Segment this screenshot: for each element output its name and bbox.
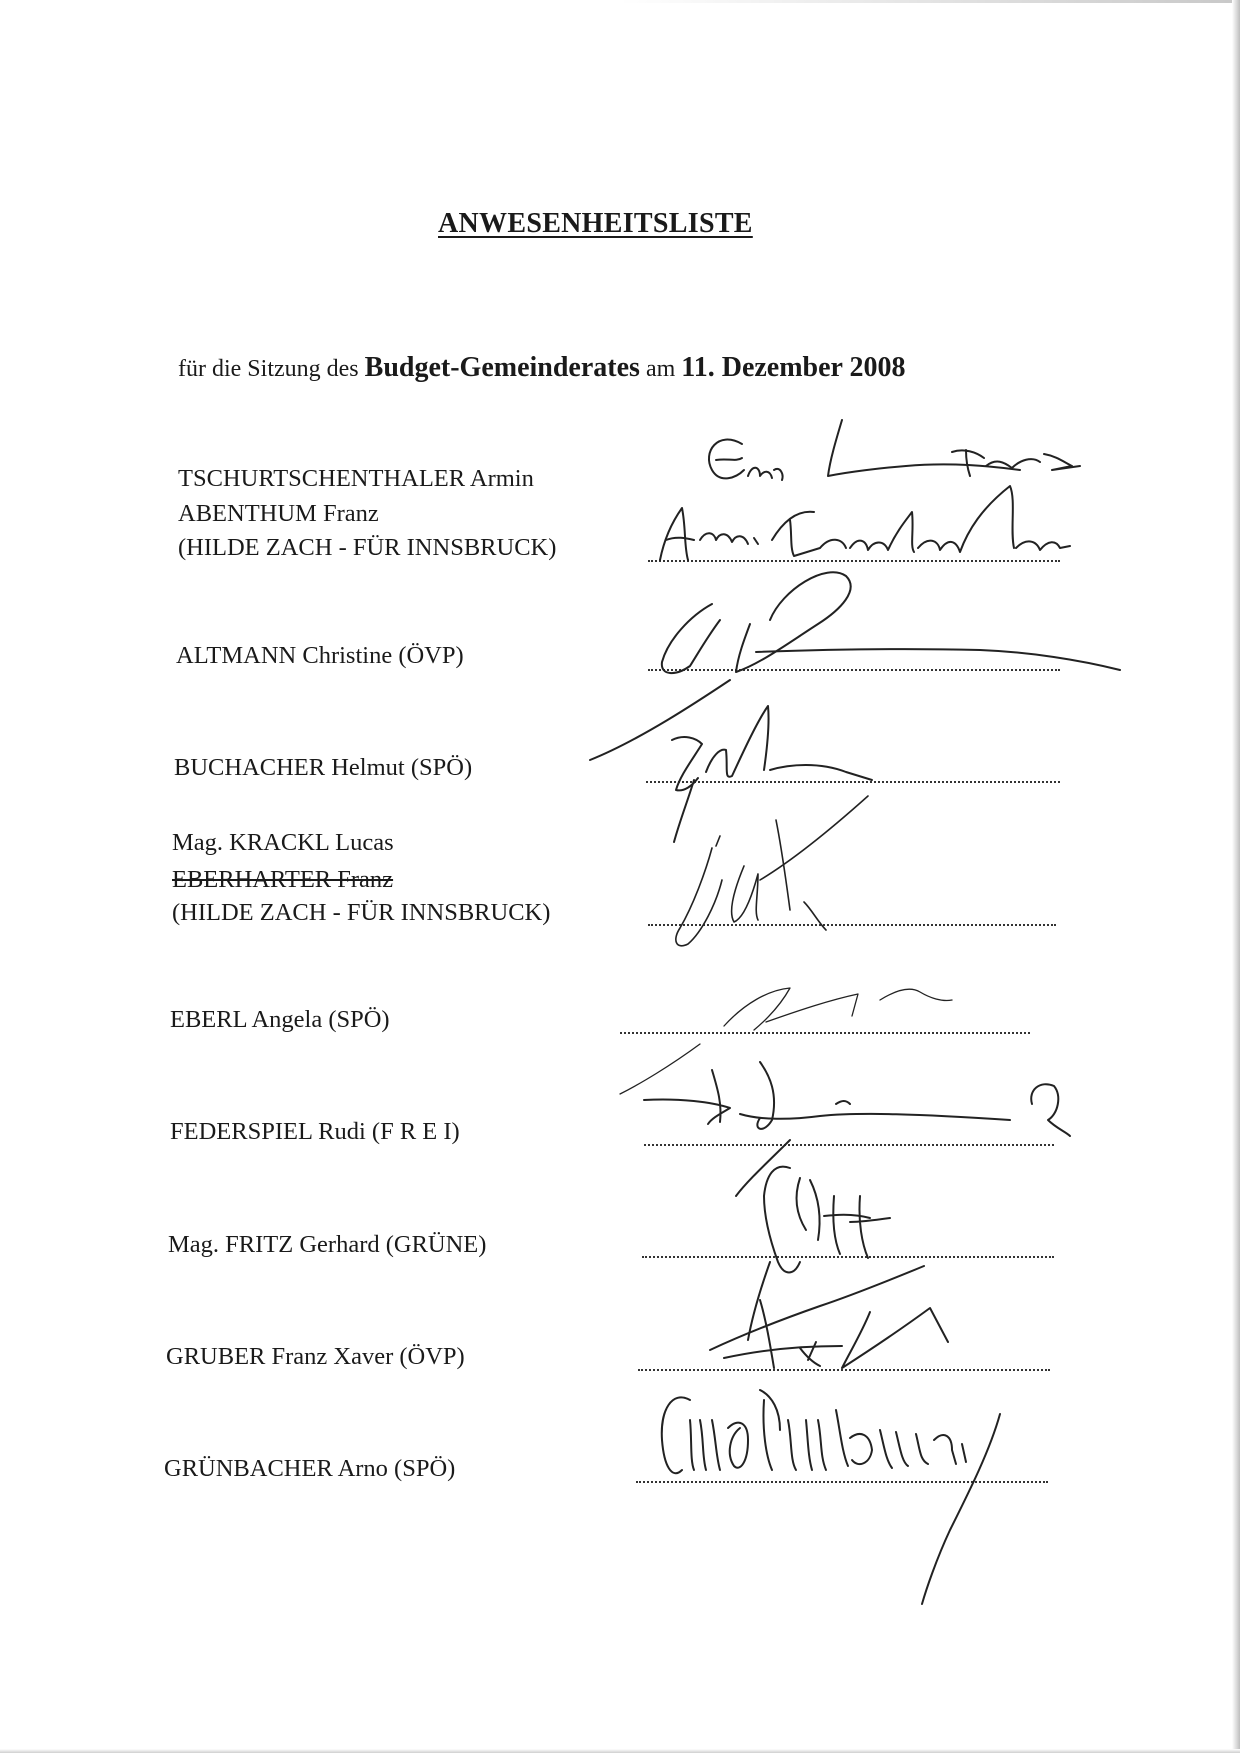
signature-buchacher — [672, 706, 872, 842]
scan-shadow-right — [1232, 0, 1240, 1753]
scan-shadow-bottom — [0, 1749, 1240, 1753]
signature-line — [620, 1032, 1030, 1034]
attendee-name: BUCHACHER Helmut (SPÖ) — [174, 754, 473, 781]
signature-tschurtschenthaler — [660, 486, 1070, 560]
signature-line — [638, 1369, 1050, 1371]
signature-federspiel — [644, 1062, 1070, 1196]
signature-fritz — [748, 1167, 890, 1340]
signature-eberle-franz — [709, 420, 1080, 480]
scan-shadow-top — [620, 0, 1240, 3]
subtitle-middle: am — [645, 356, 676, 382]
subtitle-body: Budget-Gemeinderates — [364, 352, 640, 383]
attendee-name: GRUBER Franz Xaver (ÖVP) — [166, 1343, 465, 1370]
document-subtitle — [178, 352, 905, 384]
document-title: ANWESENHEITSLISTE — [438, 208, 753, 239]
subtitle-date: 11. Dezember 2008 — [681, 352, 906, 383]
signature-line — [642, 1256, 1054, 1258]
signature-gruber — [710, 1266, 948, 1368]
attendee-name: ALTMANN Christine (ÖVP) — [176, 642, 464, 669]
attendee-affiliation: (HILDE ZACH - FÜR INNSBRUCK) — [178, 534, 557, 561]
signature-eberl — [620, 988, 952, 1094]
attendee-name: ABENTHUM Franz — [178, 500, 379, 527]
signature-altmann — [590, 572, 1120, 760]
signature-gruenbacher — [662, 1390, 1000, 1604]
attendee-name-struck: EBERHARTER Franz — [172, 866, 394, 893]
subtitle-prefix: für die Sitzung des — [178, 356, 359, 382]
attendee-name: FEDERSPIEL Rudi (F R E I) — [170, 1118, 460, 1145]
attendee-affiliation: (HILDE ZACH - FÜR INNSBRUCK) — [172, 899, 551, 926]
attendee-name: GRÜNBACHER Arno (SPÖ) — [164, 1455, 456, 1482]
attendee-name: TSCHURTSCHENTHALER Armin — [178, 465, 534, 492]
attendee-name: EBERL Angela (SPÖ) — [170, 1006, 390, 1033]
signature-line — [648, 669, 1060, 671]
signature-line — [646, 781, 1060, 783]
signature-line — [644, 1144, 1054, 1146]
attendee-name: Mag. FRITZ Gerhard (GRÜNE) — [168, 1231, 487, 1258]
signature-line — [648, 560, 1060, 562]
signature-line — [636, 1481, 1048, 1483]
attendee-name: Mag. KRACKL Lucas — [172, 829, 394, 856]
signature-line — [648, 924, 1056, 926]
